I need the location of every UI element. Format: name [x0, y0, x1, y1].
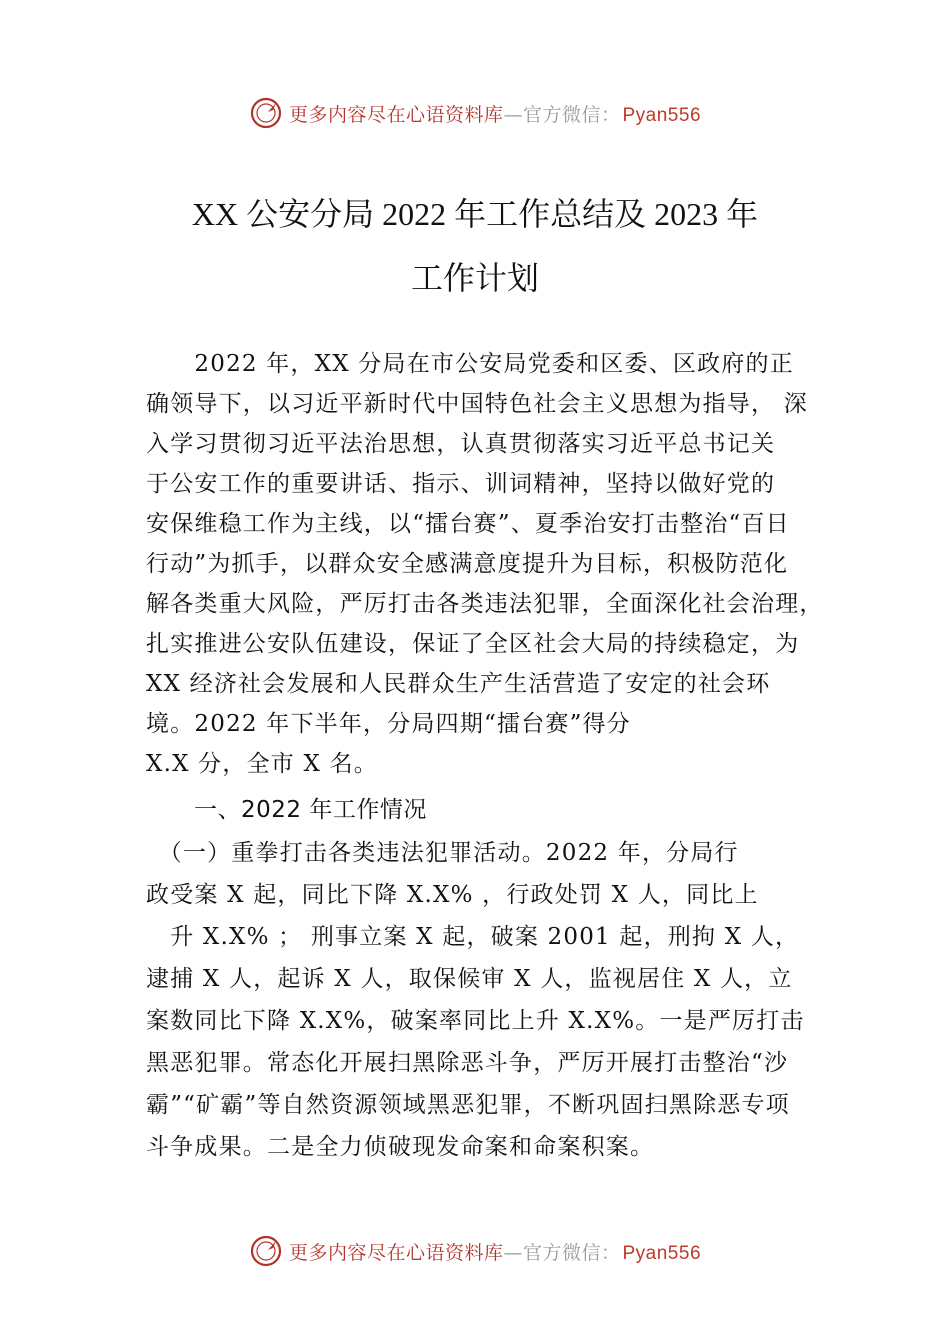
text-line: 入学习贯彻习近平法治思想，认真贯彻落实习近平总书记关 [146, 431, 776, 457]
text-line: 安保维稳工作为主线，以“擂台赛”、夏季治安打击整治“百日 [146, 511, 790, 537]
section-heading: 一、2022 年工作情况 [194, 797, 427, 823]
text-line: XX 经济社会发展和人民群众生产生活营造了安定的社会环 [146, 671, 771, 697]
text-line: 政受案 X 起，同比下降 X.X% ，行政处罚 X 人，同比上 [146, 882, 759, 908]
text-line: 扎实推进公安队伍建设，保证了全区社会大局的持续稳定，为 [146, 631, 800, 657]
watermark-wechat-id: Pyan556 [622, 104, 702, 126]
watermark-sep: —官方微信： [503, 1241, 621, 1264]
quill-seal-icon [249, 96, 283, 130]
text-line: （一）重拳打击各类违法犯罪活动。2022 年，分局行 [146, 840, 739, 866]
text-line: 逮捕 X 人，起诉 X 人，取保候审 X 人，监视居住 X 人，立 [146, 966, 793, 992]
text-line: 黑恶犯罪。常态化开展扫黑除恶斗争，严厉开展打击整治“沙 [146, 1050, 789, 1076]
text-line: 于公安工作的重要讲话、指示、训词精神，坚持以做好党的 [146, 471, 776, 497]
text-line: 境。2022 年下半年，分局四期“擂台赛”得分 [146, 711, 631, 737]
text-line: 霸”“矿霸”等自然资源领域黑恶犯罪，不断巩固扫黑除恶专项 [146, 1092, 790, 1118]
text-line: 解各类重大风险，严厉打击各类违法犯罪，全面深化社会治理， [146, 591, 824, 617]
text-line: 案数同比下降 X.X%，破案率同比上升 X.X%。一是严厉打击 [146, 1008, 805, 1034]
watermark-text [289, 1238, 701, 1265]
watermark-bottom [0, 1234, 950, 1268]
text-line: 升 X.X% ； 刑事立案 X 起，破案 2001 起，刑拘 X 人， [146, 924, 800, 950]
section-paragraph [146, 832, 826, 1168]
watermark-text [289, 100, 701, 127]
title-line-2: 工作计划 [410, 260, 539, 296]
text-line: X.X 分，全市 X 名。 [146, 751, 378, 777]
document-title [0, 182, 950, 310]
quill-seal-icon [249, 1234, 283, 1268]
text-line: 2022 年，XX 分局在市公安局党委和区委、区政府的正 [146, 351, 794, 377]
text-line: 斗争成果。二是全力侦破现发命案和命案积案。 [146, 1134, 655, 1160]
watermark-sep: —官方微信： [503, 103, 621, 126]
watermark-main: 更多内容尽在心语资料库 [288, 1241, 504, 1264]
watermark-top [0, 96, 950, 130]
watermark-main: 更多内容尽在心语资料库 [288, 103, 504, 126]
intro-paragraph [146, 344, 826, 784]
text-line: 行动”为抓手，以群众安全感满意度提升为目标，积极防范化 [146, 551, 789, 577]
text-line: 确领导下，以习近平新时代中国特色社会主义思想为指导， 深 [146, 391, 808, 417]
watermark-wechat-id: Pyan556 [622, 1242, 702, 1264]
title-line-1: XX 公安分局 2022 年工作总结及 2023 年 [191, 196, 759, 232]
